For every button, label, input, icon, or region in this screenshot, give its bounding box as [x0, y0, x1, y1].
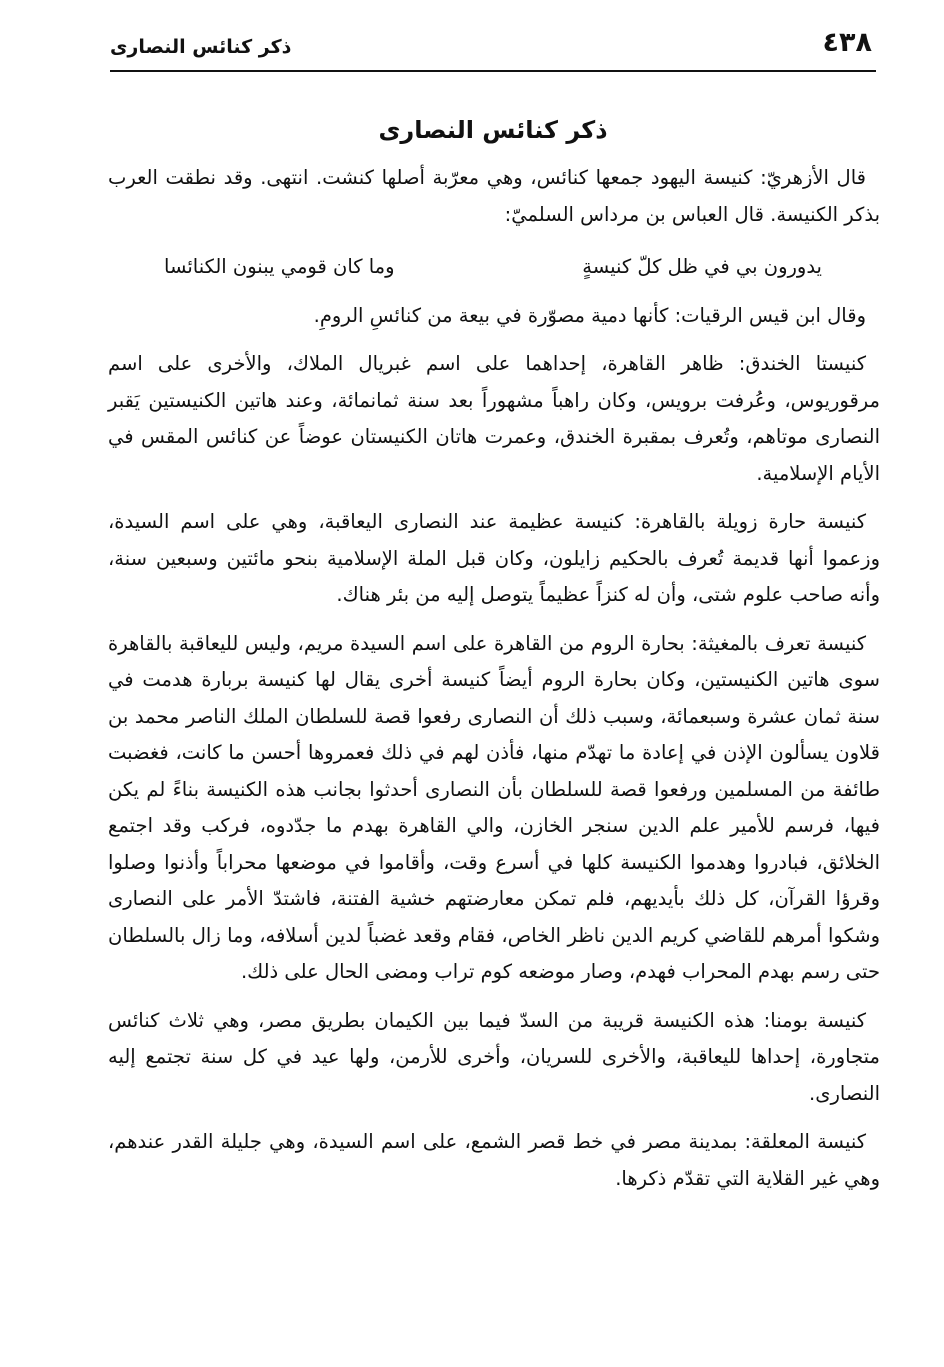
- verse-second-half: وما كان قومي يبنون الكنائسا: [164, 255, 395, 278]
- page-number: ٤٣٨: [822, 27, 872, 58]
- paragraph-khandaq-churches: كنيستا الخندق: ظاهر القاهرة، إحداهما على اسم غبريال الملاك، والأخرى على اسم مرقوريوس، وعُرفت برويس، وكان راهباً مشهوراً بعد سنة ثمانمائة، وعند هاتين الكنيستين يَقبر النصارى موتاهم، وتُعرف بمقبرة الخندق، وعمرت هاتان الكنيستان عوضاً عن كنائس المقس في الأيام الإسلامية.: [108, 352, 880, 485]
- verse-first-half: يدورون بي في ظل كلّ كنيسةٍ: [582, 255, 822, 278]
- paragraph-muallaqa-church: كنيسة المعلقة: بمدينة مصر في خط قصر الشمع، على اسم السيدة، وهي جليلة القدر عندهم، وهي غير القلاية التي تقدّم ذكرها.: [108, 1130, 880, 1190]
- paragraph-mughitha-church: كنيسة تعرف بالمغيثة: بحارة الروم من القاهرة على اسم السيدة مريم، وليس لليعاقبة بالقاهرة سوى هاتين الكنيستين، وكان بحارة الروم أيضاً كنيسة أخرى يقال لها كنيسة بربارة هدمت في سنة ثمان عشرة وسبعمائة، وسبب ذلك أن النصارى رفعوا قصة للسلطان الملك الناصر محمد بن قلاون يسألون الإذن في إعادة ما تهدّم منها، فأذن لهم في ذلك فعمروها أحسن ما كانت، فغضبت طائفة من المسلمين ورفعوا قصة للسلطان بأن النصارى أحدثوا بجانب هذه الكنيسة بناءً لم يكن فيها، فرسم للأمير علم الدين سنجر الخازن، والي القاهرة بهدم ما جدّدوه، فركب وقد اجتمع الخلائق، فبادروا وهدموا الكنيسة كلها في أسرع وقت، وأقاموا في موضعها محراباً وأذنوا وصلوا وقرؤا القرآن، كل ذلك بأيديهم، فلم تمكن معارضتهم خشية الفتنة، فاشتدّ الأمر على النصارى وشكوا أمرهم للقاضي كريم الدين ناظر الخاص، فقام وقعد غضباً لدين أسلافه، وما زال بالسلطان حتى رسم بهدم المحراب فهدم، وصار موضعه كوم تراب ومضى الحال على ذلك.: [108, 631, 880, 983]
- poetry-verse: [164, 249, 822, 286]
- body-text: [108, 160, 880, 1197]
- chapter-title: ذكر كنائس النصارى: [378, 116, 608, 144]
- running-title: ذكر كنائس النصارى: [110, 36, 292, 58]
- running-header: [110, 26, 872, 70]
- paragraph-zuwayla-church: كنيسة حارة زويلة بالقاهرة: كنيسة عظيمة عند النصارى اليعاقبة، وهي على اسم السيدة، وزعموا أنها قديمة تُعرف بالحكيم زايلون، وكان قبل الملة الإسلامية بنحو مائتين وسبعين سنة، وأنه صاحب علوم شتى، وأن له كنزاً عظيماً يتوصل إليه من بئر هناك.: [108, 510, 880, 606]
- header-rule: [110, 70, 876, 72]
- intro-paragraph: قال الأزهريّ: كنيسة اليهود جمعها كنائس، وهي معرّبة أصلها كنشت. انتهى. وقد نطقت العرب بذكر الكنيسة. قال العباس بن مرداس السلميّ:: [108, 166, 880, 226]
- paragraph-bumina-church: كنيسة بومنا: هذه الكنيسة قريبة من السدّ فيما بين الكيمان بطريق مصر، وهي ثلاث كنائس متجاورة، إحداها لليعاقبة، والأخرى للسريان، وأخرى للأرمن، ولها عيد في كل سنة تجتمع إليه النصارى.: [108, 1008, 880, 1105]
- quote-line: وقال ابن قيس الرقيات: كأنها دمية مصوّرة في بيعة من كنائسِ الرومِ.: [313, 303, 866, 327]
